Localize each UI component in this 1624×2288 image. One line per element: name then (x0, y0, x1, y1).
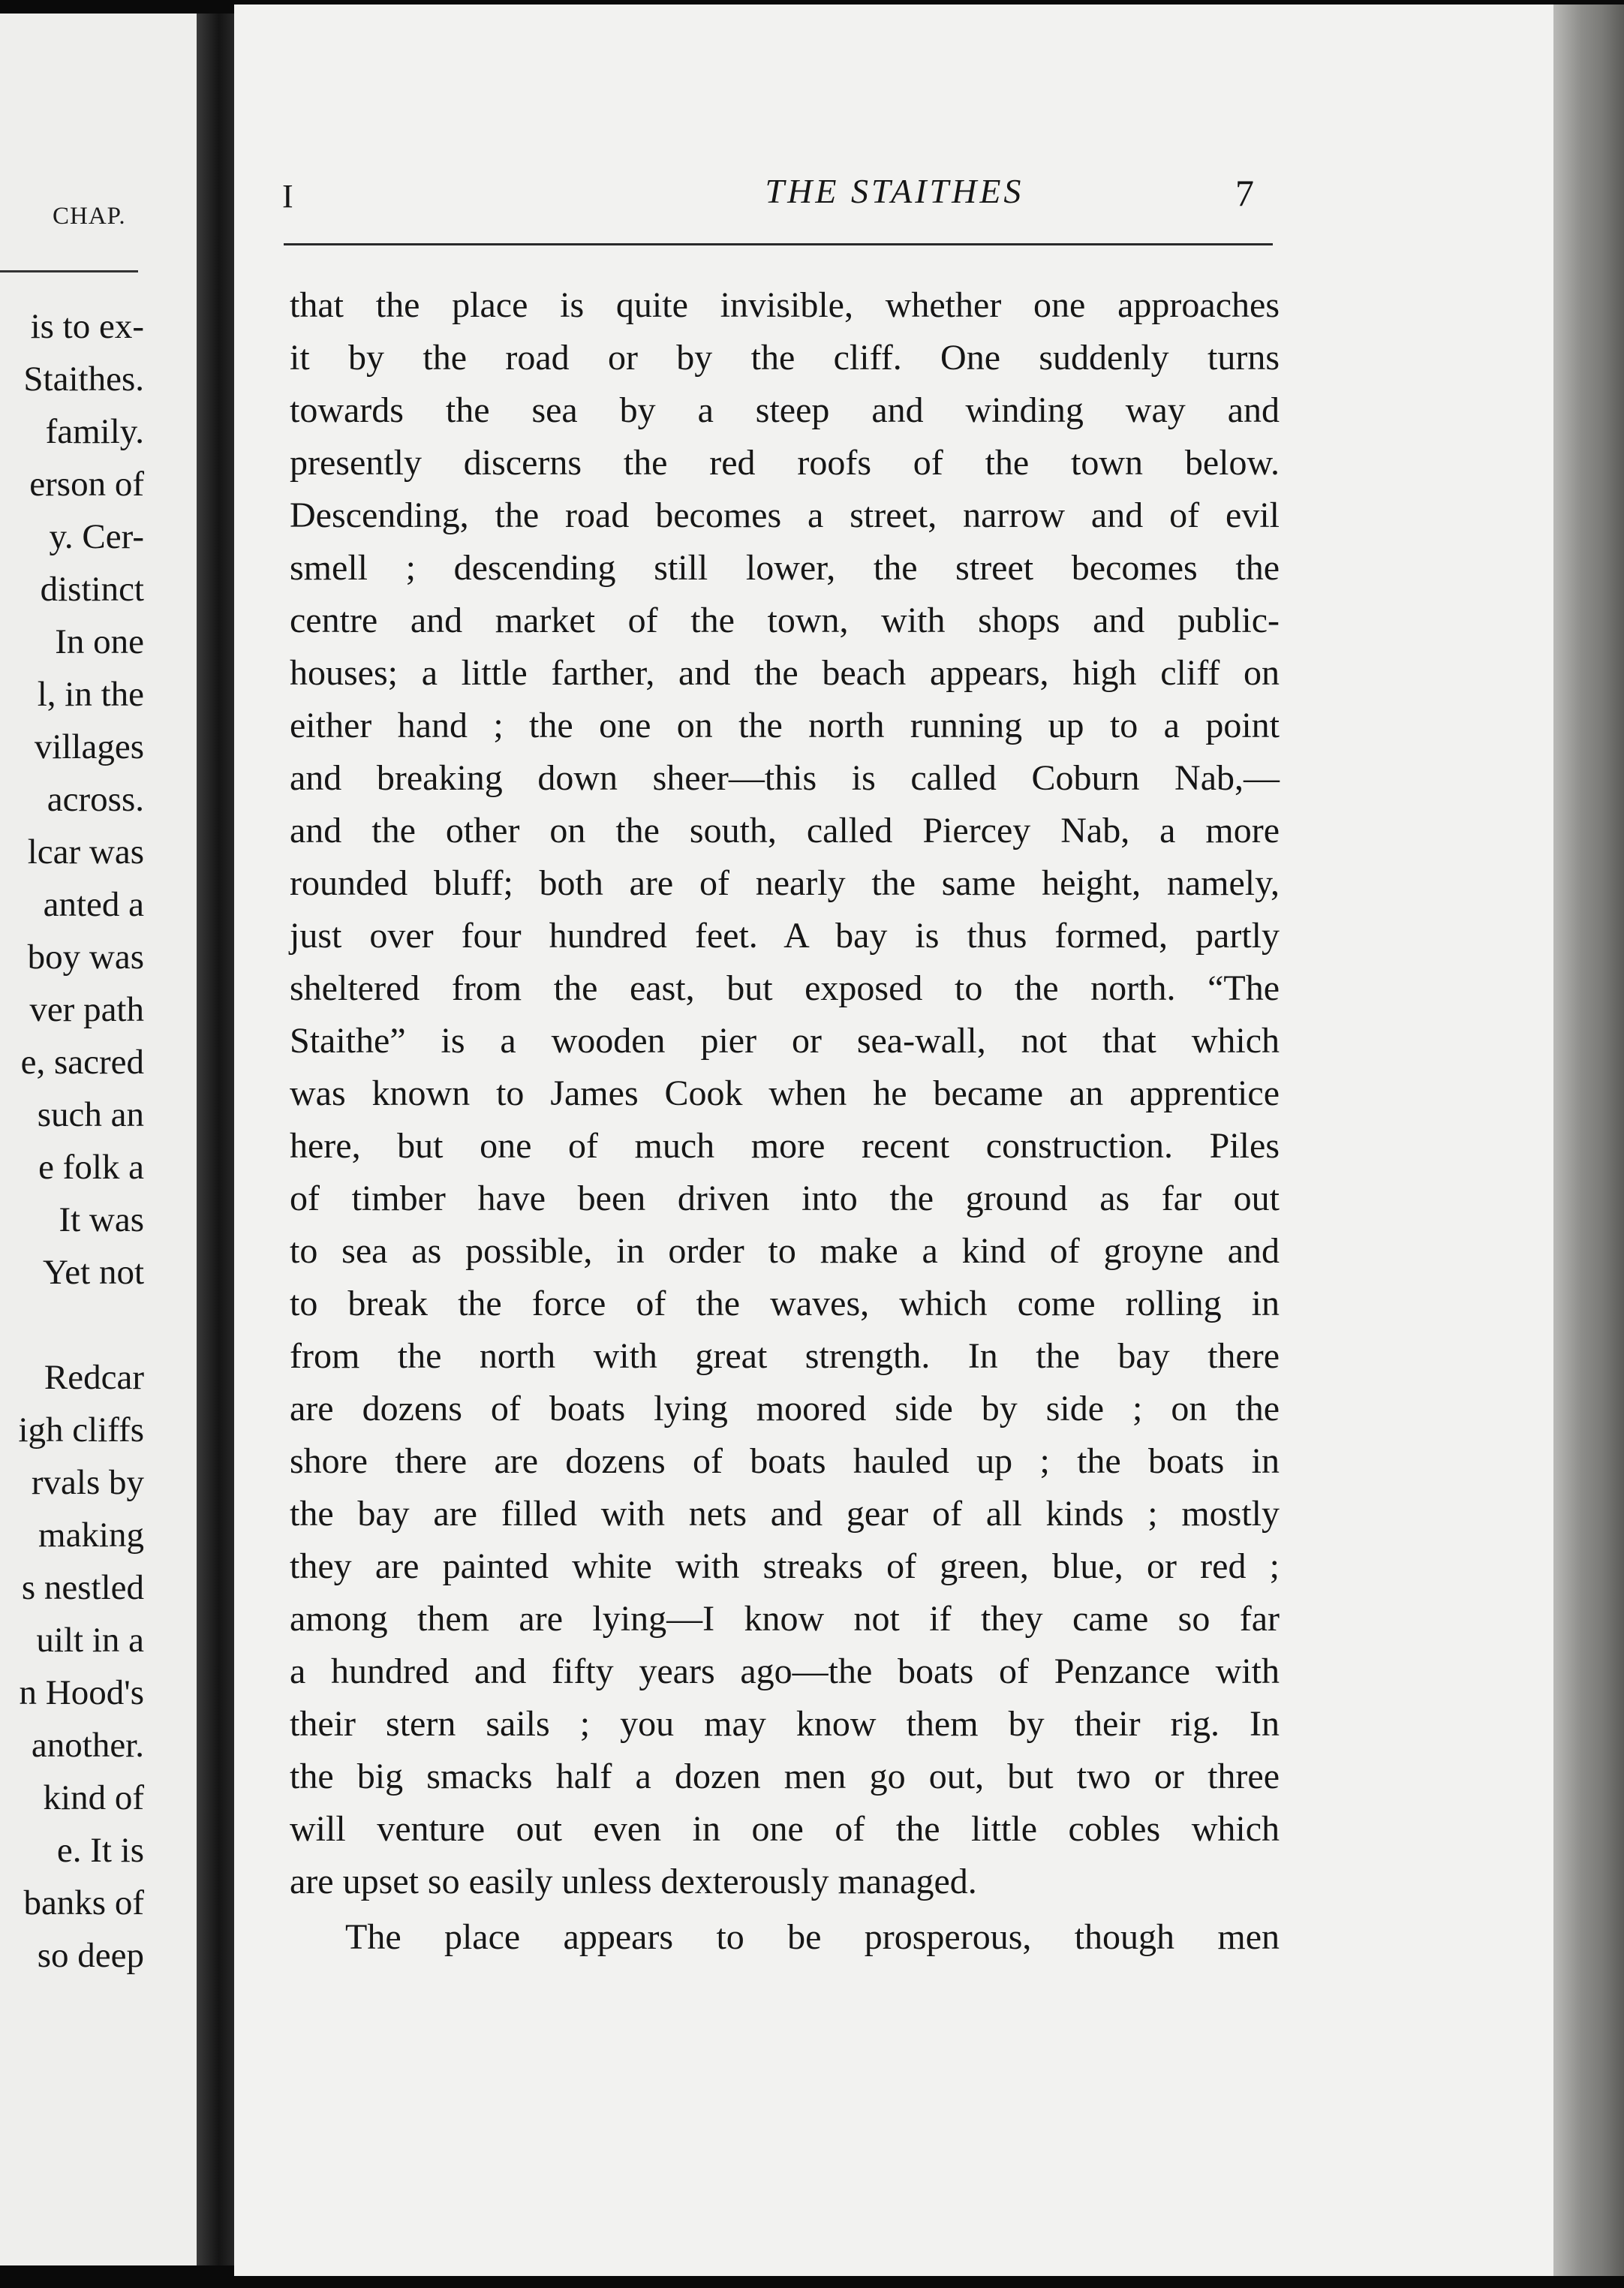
left-line: e, sacred (20, 1043, 144, 1082)
left-line: banks of (23, 1883, 144, 1922)
left-line: Yet not (43, 1253, 144, 1292)
text-line: smell ; descending still lower, the street becomes the (290, 548, 1280, 588)
text-line: The place appears to be prosperous, though men (345, 1917, 1280, 1957)
left-line: kind of (43, 1778, 144, 1817)
left-line: s nestled (21, 1568, 144, 1607)
left-line: lcar was (27, 832, 144, 872)
left-line: e folk a (38, 1148, 144, 1187)
left-line: igh cliffs (18, 1410, 144, 1450)
text-line: either hand ; the one on the north running up to a point (290, 706, 1280, 745)
left-line: n Hood's (19, 1673, 144, 1712)
text-line: the big smacks half a dozen men go out, but two or three (290, 1757, 1280, 1796)
left-line: villages (34, 727, 144, 766)
text-line: to break the force of the waves, which come rolling in (290, 1284, 1280, 1323)
left-line: such an (37, 1095, 144, 1134)
text-line: houses; a little farther, and the beach appears, high cliff on (290, 653, 1280, 693)
text-line: here, but one of much more recent construction. Piles (290, 1126, 1280, 1166)
text-line: and breaking down sheer—this is called Coburn Nab,— (290, 758, 1280, 798)
text-line: are upset so easily unless dexterously managed. (290, 1862, 977, 1901)
left-line: rvals by (31, 1463, 144, 1502)
left-line: distinct (40, 570, 144, 609)
left-line: making (38, 1516, 144, 1555)
left-line: family. (45, 412, 144, 451)
text-line: Staithe” is a wooden pier or sea-wall, not that which (290, 1021, 1280, 1061)
left-line (0, 1299, 204, 1351)
chapter-numeral: I (282, 178, 293, 215)
text-line: rounded bluff; both are of nearly the same height, namely, (290, 863, 1280, 903)
left-line: e. It is (56, 1831, 144, 1870)
text-line: just over four hundred feet. A bay is thus formed, partly (290, 916, 1280, 956)
text-line: to sea as possible, in order to make a kind of groyne and (290, 1231, 1280, 1271)
running-title: THE STAITHES (765, 172, 1024, 210)
left-line: Redcar (44, 1358, 144, 1397)
text-line: and the other on the south, called Piercey Nab, a more (290, 811, 1280, 850)
text-line: among them are lying—I know not if they came so far (290, 1599, 1280, 1639)
text-line: that the place is quite invisible, whether one approaches (290, 285, 1280, 325)
main-page (234, 5, 1553, 2276)
left-line: anted a (43, 885, 144, 924)
text-line: shore there are dozens of boats hauled up ; the boats in (290, 1441, 1280, 1481)
header-rule (284, 243, 1273, 245)
left-line: uilt in a (36, 1621, 144, 1660)
text-line: their stern sails ; you may know them by their rig. In (290, 1704, 1280, 1744)
text-line: will venture out even in one of the little cobles which (290, 1809, 1280, 1849)
left-page-text (0, 300, 204, 1982)
left-line: is to ex- (30, 307, 144, 346)
text-line: the bay are filled with nets and gear of all kinds ; mostly (290, 1494, 1280, 1534)
text-line: Descending, the road becomes a street, narrow and of evil (290, 495, 1280, 535)
text-line: they are painted white with streaks of green, blue, or red ; (290, 1546, 1280, 1586)
text-line: centre and market of the town, with shops and public- (290, 601, 1280, 640)
left-line: l, in the (37, 675, 144, 714)
left-line: It was (59, 1200, 144, 1239)
text-line: from the north with great strength. In the bay there (290, 1336, 1280, 1376)
left-line: boy was (27, 938, 144, 977)
text-line: towards the sea by a steep and winding way and (290, 390, 1280, 430)
left-running-head: CHAP. (53, 203, 126, 230)
page-number: 7 (1235, 172, 1254, 214)
left-line: y. Cer- (49, 517, 144, 556)
page-block-edge (1553, 5, 1624, 2276)
left-line: Staithes. (23, 360, 144, 399)
left-line: so deep (37, 1936, 144, 1975)
book-gutter (197, 14, 237, 2265)
left-line: erson of (29, 465, 144, 504)
text-line: of timber have been driven into the ground as far out (290, 1179, 1280, 1218)
text-line: presently discerns the red roofs of the town below. (290, 443, 1280, 483)
text-line: it by the road or by the cliff. One suddenly turns (290, 338, 1280, 378)
previous-page-fragment (0, 14, 204, 2265)
text-line: are dozens of boats lying moored side by side ; on the (290, 1389, 1280, 1428)
left-line: In one (55, 622, 144, 661)
left-line: another. (31, 1726, 144, 1765)
left-line: ver path (29, 990, 144, 1029)
text-line: a hundred and fifty years ago—the boats of Penzance with (290, 1651, 1280, 1691)
left-line: across. (47, 780, 144, 819)
text-line: was known to James Cook when he became an apprentice (290, 1073, 1280, 1113)
left-header-rule (0, 270, 138, 272)
text-line: sheltered from the east, but exposed to the north. “The (290, 968, 1280, 1008)
